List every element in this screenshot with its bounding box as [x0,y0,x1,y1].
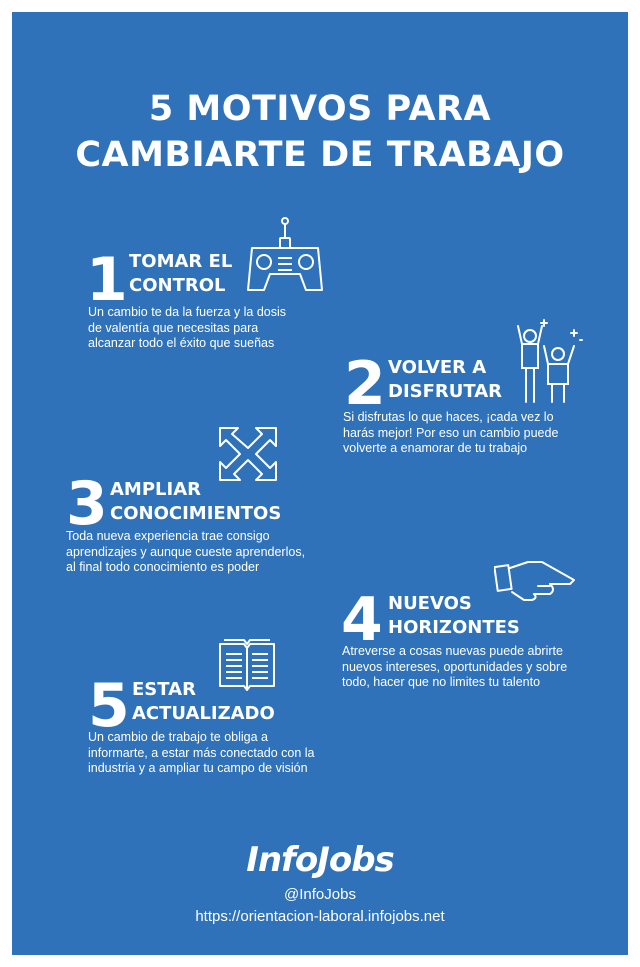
item-3-description [66,529,305,576]
item-5-desc-line-1: Un cambio de trabajo te obliga a [88,730,268,744]
item-3-desc-line-1: Toda nueva experiencia trae consigo [66,529,270,543]
item-2-desc-line-1: Si disfrutas lo que haces, ¡cada vez lo [343,410,554,424]
item-4-desc-line-3: todo, hacer que no limites tu talento [342,675,541,689]
item-3-desc-line-3: al final todo conocimiento es poder [66,560,260,574]
item-4-number: 4 [341,585,383,655]
item-4-heading-line-2: HORIZONTES [388,617,520,638]
item-1-desc-line-3: alcanzar todo el éxito que sueñas [88,336,275,350]
page-title [12,86,628,178]
item-5-heading-line-2: ACTUALIZADO [132,703,275,724]
item-5-desc-line-3: industria y a ampliar tu campo de visión [88,761,308,775]
item-1-desc-line-2: de valentía que necesitas para [88,320,259,335]
item-2-heading-line-2: DISFRUTAR [388,381,503,402]
item-2-heading-line-1: VOLVER A [388,357,487,378]
item-1-heading-line-1: TOMAR EL [129,251,233,272]
item-1-description [88,305,286,352]
item-4-description [342,644,567,691]
item-2-description [343,410,558,457]
infojobs-logo: InfoJobs [246,840,394,880]
item-4-desc-line-2: nuevos intereses, oportunidades y sobre [342,659,568,674]
celebrating-people-icon [504,318,584,404]
infographic-panel [12,12,628,955]
item-2-desc-line-2: harás mejor! Por eso un cambio puede [343,425,559,440]
item-2-heading [388,356,502,404]
title-line-1: 5 MOTIVOS PARA [148,89,492,129]
item-1-heading [129,250,232,298]
item-5-description [88,730,315,777]
item-3-number: 3 [66,469,108,539]
social-handle: @InfoJobs [284,886,356,903]
expand-arrows-icon [218,426,278,482]
item-5-desc-line-2: informarte, a estar más conectado con la [88,745,315,760]
item-2-desc-line-3: volverte a enamorar de tu trabajo [343,441,528,455]
item-1-number: 1 [86,245,128,315]
item-5-number: 5 [88,671,130,741]
website-url[interactable]: https://orientacion-laboral.infojobs.net [195,908,445,925]
item-3-heading-line-1: AMPLIAR [110,479,201,500]
item-5-heading-line-1: ESTAR [132,679,196,700]
pointing-hand-icon [494,556,578,606]
item-3-desc-line-2: aprendizajes y aunque cueste aprenderlos, [66,544,306,559]
game-controller-icon [246,214,324,294]
item-4-heading-line-1: NUEVOS [388,593,472,614]
item-1-heading-line-2: CONTROL [129,275,226,296]
title-line-2: CAMBIARTE DE TRABAJO [75,135,565,175]
item-4-desc-line-1: Atreverse a cosas nuevas puede abrirte [342,644,563,658]
item-2-number: 2 [344,349,386,419]
item-1-desc-line-1: Un cambio te da la fuerza y la dosis [88,305,287,319]
item-3-heading [110,478,281,526]
item-3-heading-line-2: CONOCIMIENTOS [110,503,282,524]
open-book-icon [218,636,276,692]
